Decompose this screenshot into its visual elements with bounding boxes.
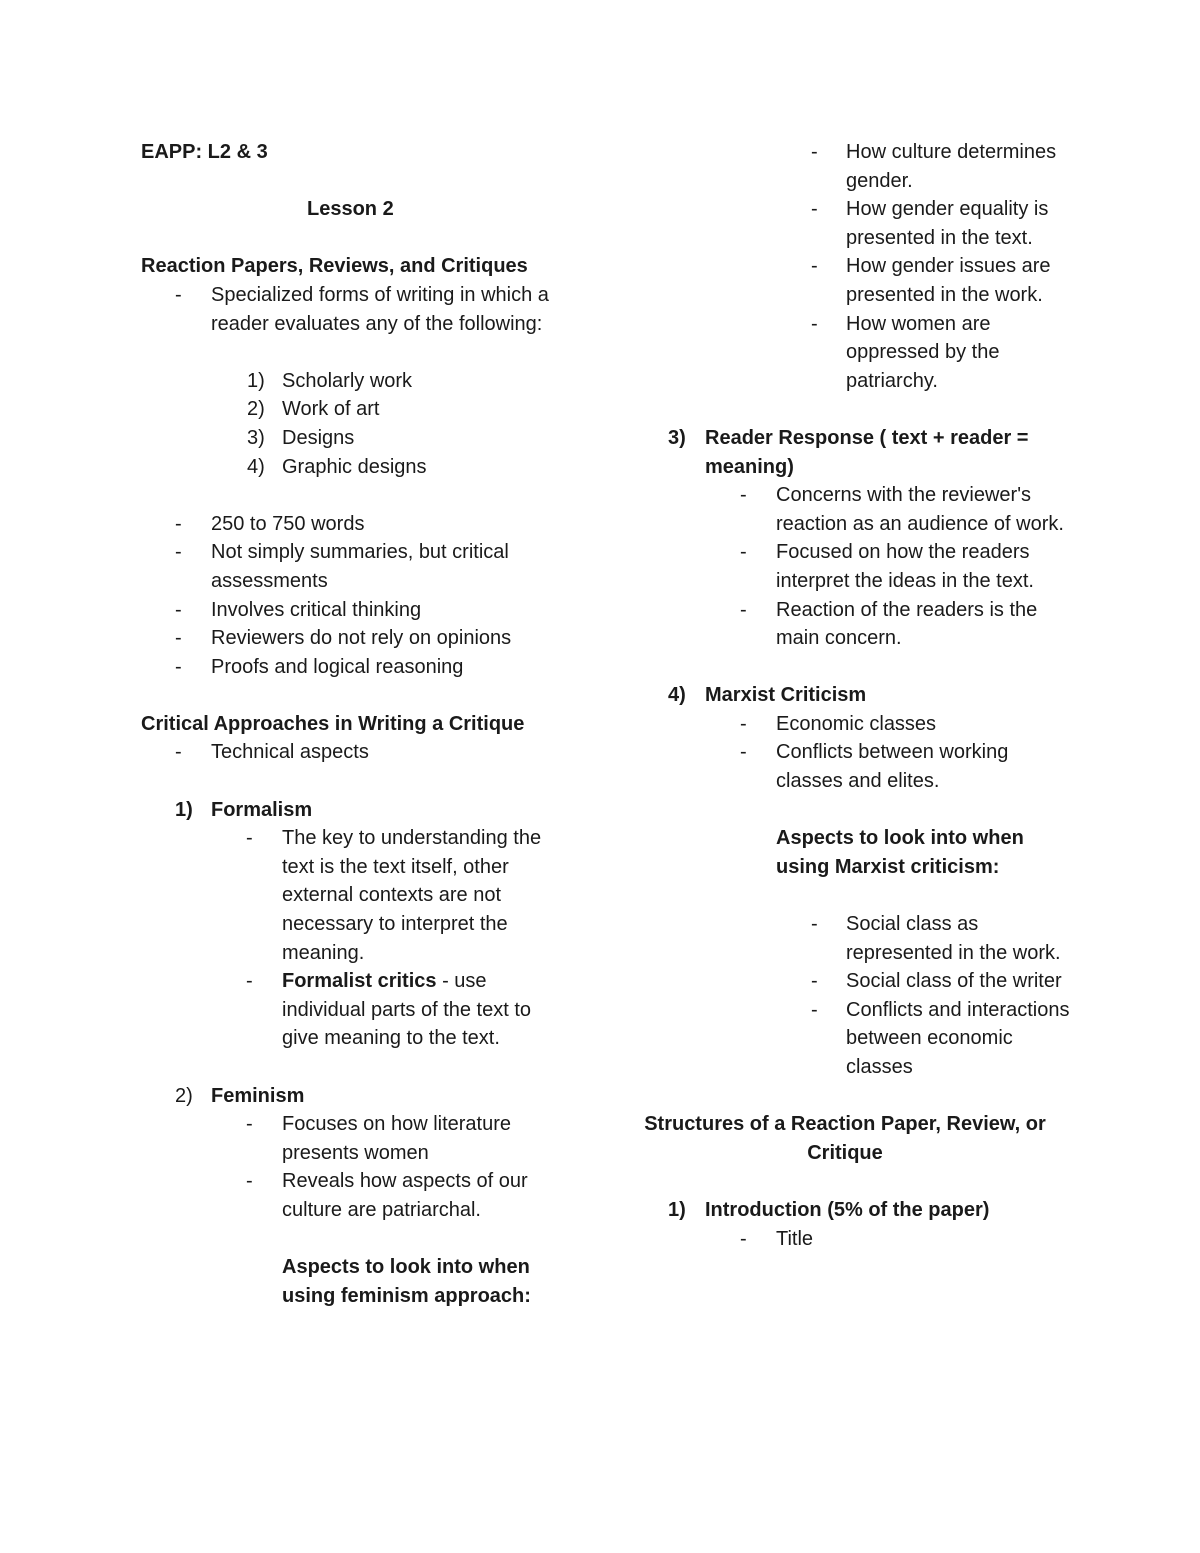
list-item [640, 996, 1070, 1082]
list-item-text: Reaction of the readers is the main concern. [776, 598, 1038, 650]
list-item [141, 824, 571, 967]
list-item [640, 252, 1070, 309]
approach-formalism [141, 796, 571, 825]
left-column [141, 138, 571, 1310]
list-item [141, 596, 571, 625]
list-item [141, 281, 571, 338]
list-item [141, 538, 571, 595]
list-item [640, 910, 1070, 967]
list-item-text: Economic classes [776, 712, 937, 735]
approach-feminism [141, 1082, 571, 1111]
approach-title: Formalism [211, 798, 313, 821]
list-item-text: Title [776, 1227, 814, 1250]
doc-title: EAPP: L2 & 3 [141, 141, 268, 163]
bullet-dash: - [811, 255, 818, 278]
structure-title: Introduction (5% of the paper) [705, 1198, 990, 1221]
bullet-dash: - [175, 627, 182, 650]
list-item-text: How gender issues are presented in the work. [846, 255, 1051, 306]
list-item [640, 596, 1070, 653]
item-number: 1) [668, 1198, 686, 1221]
list-item [141, 624, 571, 653]
bullet-dash: - [246, 1113, 253, 1136]
aspects-heading: Aspects to look into when using feminism approach: [282, 1256, 531, 1307]
list-item-text: Concerns with the reviewer's reaction as an audience of work. [776, 484, 1064, 535]
approach-title: Feminism [211, 1084, 305, 1107]
list-item-text: How culture determines gender. [846, 141, 1057, 192]
list-item-text: Not simply summaries, but critical assessments [211, 541, 509, 592]
bullet-dash: - [175, 541, 182, 564]
bullet-dash: - [740, 541, 747, 564]
list-item-text: Reveals how aspects of our culture are patriarchal. [282, 1170, 528, 1221]
numbered-item-text: Designs [282, 426, 355, 449]
item-number: 3) [668, 426, 686, 449]
bullet-dash: - [740, 484, 747, 507]
bullet-dash: - [740, 1227, 747, 1250]
bullet-dash: - [811, 998, 818, 1021]
list-item [141, 1167, 571, 1224]
list-item-text: How women are oppressed by the patriarchy. [846, 312, 1000, 392]
list-item-text: Technical aspects [211, 741, 369, 764]
list-item-text: 250 to 750 words [211, 512, 365, 535]
bullet-dash: - [811, 312, 818, 335]
list-item-text: Focuses on how literature presents women [282, 1113, 512, 1164]
numbered-item-text: Graphic designs [282, 455, 427, 478]
list-item-text: Conflicts and interactions between economic classes [846, 998, 1070, 1078]
approach-reader-response [640, 424, 1070, 481]
list-item-text: Social class of the writer [846, 970, 1062, 993]
section-heading-structures: Structures of a Reaction Paper, Review, or Critique [644, 1113, 1046, 1164]
numbered-item-text: Work of art [282, 398, 380, 421]
list-item-text: Focused on how the readers interpret the ideas in the text. [776, 541, 1034, 592]
list-item [141, 653, 571, 682]
list-item-text: Specialized forms of writing in which a reader evaluates any of the following: [211, 283, 549, 335]
list-item [640, 710, 1070, 739]
bullet-dash: - [811, 970, 818, 993]
approach-marxist [640, 681, 1070, 710]
numbered-item-text: Scholarly work [282, 369, 413, 392]
list-item-text: Involves critical thinking [211, 598, 422, 621]
item-number: 1) [247, 369, 265, 392]
bullet-dash: - [175, 283, 182, 306]
list-item-text: Proofs and logical reasoning [211, 655, 464, 678]
approach-title: Marxist Criticism [705, 684, 867, 707]
right-column [640, 138, 1070, 1253]
list-item [141, 510, 571, 539]
aspects-heading: Aspects to look into when using Marxist criticism: [776, 827, 1024, 878]
list-item [640, 1225, 1070, 1254]
bullet-dash: - [175, 741, 182, 764]
bullet-dash: - [246, 1170, 253, 1193]
item-number: 3) [247, 426, 265, 449]
list-item-text: How gender equality is presented in the text. [846, 198, 1049, 249]
list-item [141, 738, 571, 767]
list-item-text [282, 967, 571, 1053]
list-item [640, 967, 1070, 996]
bullet-dash: - [811, 141, 818, 163]
term-label: Formalist critics [282, 970, 437, 993]
bullet-dash: - [740, 741, 747, 764]
list-item-text: Reviewers do not rely on opinions [211, 627, 512, 650]
numbered-item [141, 424, 571, 453]
item-number: 4) [247, 455, 265, 478]
structure-introduction [640, 1196, 1070, 1225]
list-item [640, 195, 1070, 252]
list-item [640, 138, 1070, 195]
list-item [640, 538, 1070, 595]
lesson-title: Lesson 2 [307, 198, 394, 221]
list-item [640, 310, 1070, 396]
list-item-text: Social class as represented in the work. [846, 913, 1061, 964]
bullet-dash: - [740, 598, 747, 621]
approach-title: Reader Response ( text + reader = meaning) [705, 426, 1029, 478]
list-item [640, 738, 1070, 795]
bullet-dash: - [246, 970, 253, 993]
item-number: 2) [247, 398, 265, 421]
numbered-item [141, 453, 571, 482]
item-number: 4) [668, 684, 686, 707]
numbered-item [141, 395, 571, 424]
section-heading-critical-approaches: Critical Approaches in Writing a Critique [141, 712, 525, 735]
bullet-dash: - [811, 913, 818, 936]
bullet-dash: - [811, 198, 818, 221]
list-item-text: The key to understanding the text is the text itself, other external contexts are not necessary to interpret the meaning. [282, 827, 542, 964]
item-number: 1) [175, 798, 193, 821]
section-heading-reaction-papers: Reaction Papers, Reviews, and Critiques [141, 255, 528, 278]
bullet-dash: - [175, 655, 182, 678]
list-item-text: Conflicts between working classes and elites. [776, 741, 1009, 793]
list-item [640, 481, 1070, 538]
list-item [141, 1110, 571, 1167]
numbered-item [141, 367, 571, 396]
item-number: 2) [175, 1084, 193, 1107]
bullet-dash: - [246, 827, 253, 850]
list-item [141, 967, 571, 1053]
bullet-dash: - [175, 598, 182, 621]
bullet-dash: - [175, 512, 182, 535]
term-definition: - use individual parts of the text to give meaning to the text. [282, 970, 532, 1050]
bullet-dash: - [740, 712, 747, 735]
